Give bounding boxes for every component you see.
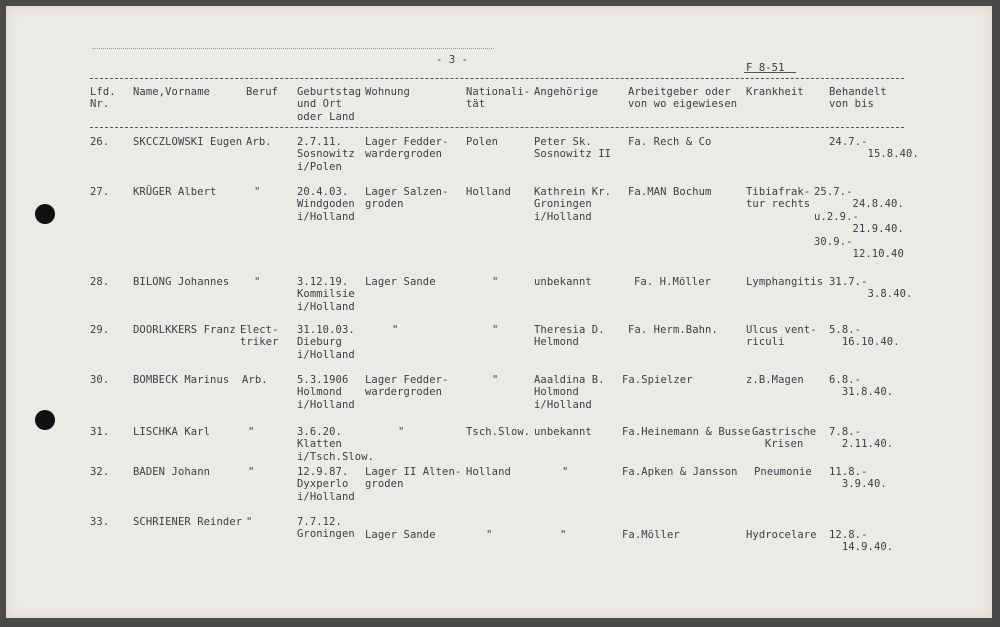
row-name: BILONG Johannes (133, 276, 230, 288)
row-angehoerige: Theresia D. Helmond (534, 324, 605, 349)
row-krankheit: z.B.Magen (746, 374, 804, 386)
row-arbeitgeber: Fa. Herm.Bahn. (628, 324, 718, 336)
row-nr: 30. (90, 374, 110, 386)
row-geburt: 20.4.03. Windgoden i/Holland (297, 186, 355, 223)
row-beruf: Elect- triker (240, 324, 279, 349)
row-geburt: 2.7.11. Sosnowitz i/Polen (297, 136, 355, 173)
row-wohnung: Lager II Alten- groden (365, 466, 462, 491)
row-krankheit: Ulcus vent- riculi (746, 324, 817, 349)
row-nationalitaet: Holland (466, 186, 511, 198)
row-wohnung: " (398, 426, 405, 438)
row-nationalitaet: " (492, 374, 499, 386)
row-nr: 32. (90, 466, 110, 478)
row-beruf: Arb. (246, 136, 272, 148)
row-krankheit: Lymphangitis (746, 276, 824, 288)
row-nationalitaet: " (492, 276, 499, 288)
row-behandelt: 24.7.- 15.8.40. (829, 136, 919, 161)
row-arbeitgeber: Fa. Rech & Co (628, 136, 712, 148)
row-geburt: 5.3.1906 Holmond i/Holland (297, 374, 355, 411)
header-nationalitaet: Nationali- tät (466, 86, 531, 111)
row-beruf: " (248, 426, 255, 438)
header-angehoerige: Angehörige (534, 86, 599, 98)
row-beruf: " (246, 516, 253, 528)
row-name: BADEN Johann (133, 466, 211, 478)
row-behandelt: 12.8.- 14.9.40. (829, 529, 894, 554)
row-name: LISCHKA Karl (133, 426, 211, 438)
row-beruf: " (248, 466, 255, 478)
header-arbeitgeber: Arbeitgeber oder von wo eigewiesen (628, 86, 738, 111)
row-wohnung: " (392, 324, 399, 336)
row-angehoerige: Aaaldina B. Holmond i/Holland (534, 374, 605, 411)
row-krankheit: Hydrocelare (746, 529, 817, 541)
row-behandelt: 5.8.- 16.10.40. (829, 324, 900, 349)
header-top-rule (90, 78, 904, 79)
row-arbeitgeber: Fa.Spielzer (622, 374, 693, 386)
row-krankheit: Tibiafrak- tur rechts (746, 186, 811, 211)
header-beruf: Beruf (246, 86, 279, 98)
row-behandelt: 25.7.- 24.8.40. u.2.9.- 21.9.40. 30.9.- 12.10.40 (814, 186, 904, 261)
row-name: SKCCZLOWSKI Eugen (133, 136, 243, 148)
top-dotted-line (92, 48, 494, 49)
row-behandelt: 11.8.- 3.9.40. (829, 466, 887, 491)
row-behandelt: 7.8.- 2.11.40. (829, 426, 894, 451)
row-beruf: Arb. (242, 374, 268, 386)
row-geburt: 3.6.20. Klatten i/Tsch.Slow. (297, 426, 375, 463)
header-behandelt: Behandelt von bis (829, 86, 887, 111)
row-wohnung: Lager Sande (365, 529, 436, 541)
row-arbeitgeber: Fa.Apken & Jansson (622, 466, 738, 478)
row-arbeitgeber: Fa. H.Möller (634, 276, 712, 288)
row-beruf: " (254, 186, 261, 198)
row-wohnung: Lager Salzen- groden (365, 186, 449, 211)
row-behandelt: 6.8.- 31.8.40. (829, 374, 894, 399)
header-wohnung: Wohnung (365, 86, 410, 98)
reference-code: F 8-51 (746, 62, 785, 74)
punch-hole (35, 410, 55, 430)
row-angehoerige: unbekannt (534, 426, 592, 438)
header-krankheit: Krankheit (746, 86, 804, 98)
row-nationalitaet: " (492, 324, 499, 336)
row-wohnung: Lager Fedder- wardergroden (365, 136, 449, 161)
row-krankheit: Pneumonie (754, 466, 812, 478)
row-name: SCHRIENER Reinder (133, 516, 243, 528)
punch-hole (35, 204, 55, 224)
header-name: Name,Vorname (133, 86, 211, 98)
row-name: KRÜGER Albert (133, 186, 217, 198)
row-geburt: 3.12.19. Kommilsie i/Holland (297, 276, 355, 313)
row-nr: 33. (90, 516, 110, 528)
row-behandelt: 31.7.- 3.8.40. (829, 276, 913, 301)
row-geburt: 31.10.03. Dieburg i/Holland (297, 324, 355, 361)
row-nationalitaet: Polen (466, 136, 499, 148)
row-krankheit: Gastrische Krisen (752, 426, 817, 451)
row-arbeitgeber: Fa.Möller (622, 529, 680, 541)
row-angehoerige: Peter Sk. Sosnowitz II (534, 136, 612, 161)
row-nationalitaet: Holland (466, 466, 511, 478)
row-nationalitaet: " (486, 529, 493, 541)
row-wohnung: Lager Fedder- wardergroden (365, 374, 449, 399)
row-arbeitgeber: Fa.Heinemann & Busse (622, 426, 751, 438)
row-geburt: 12.9.87. Dyxperlo i/Holland (297, 466, 355, 503)
row-nr: 26. (90, 136, 110, 148)
row-name: BOMBECK Marinus (133, 374, 230, 386)
row-nr: 28. (90, 276, 110, 288)
reference-underline (744, 72, 796, 73)
row-arbeitgeber: Fa.MAN Bochum (628, 186, 712, 198)
row-angehoerige: unbekannt (534, 276, 592, 288)
row-geburt: 7.7.12. Groningen (297, 516, 355, 541)
header-lfd: Lfd. Nr. (90, 86, 116, 111)
row-nr: 27. (90, 186, 110, 198)
row-angehoerige: Kathrein Kr. Groningen i/Holland (534, 186, 612, 223)
row-nr: 31. (90, 426, 110, 438)
row-angehoerige: " (562, 466, 569, 478)
row-nationalitaet: Tsch.Slow. (466, 426, 531, 438)
page-number: - 3 - (436, 54, 469, 66)
row-name: DOORLKKERS Franz (133, 324, 236, 336)
row-angehoerige: " (560, 529, 567, 541)
row-beruf: " (254, 276, 261, 288)
row-wohnung: Lager Sande (365, 276, 436, 288)
row-nr: 29. (90, 324, 110, 336)
document-page (6, 6, 992, 618)
header-bottom-rule (90, 127, 904, 128)
header-geburtstag: Geburtstag und Ort oder Land (297, 86, 362, 123)
